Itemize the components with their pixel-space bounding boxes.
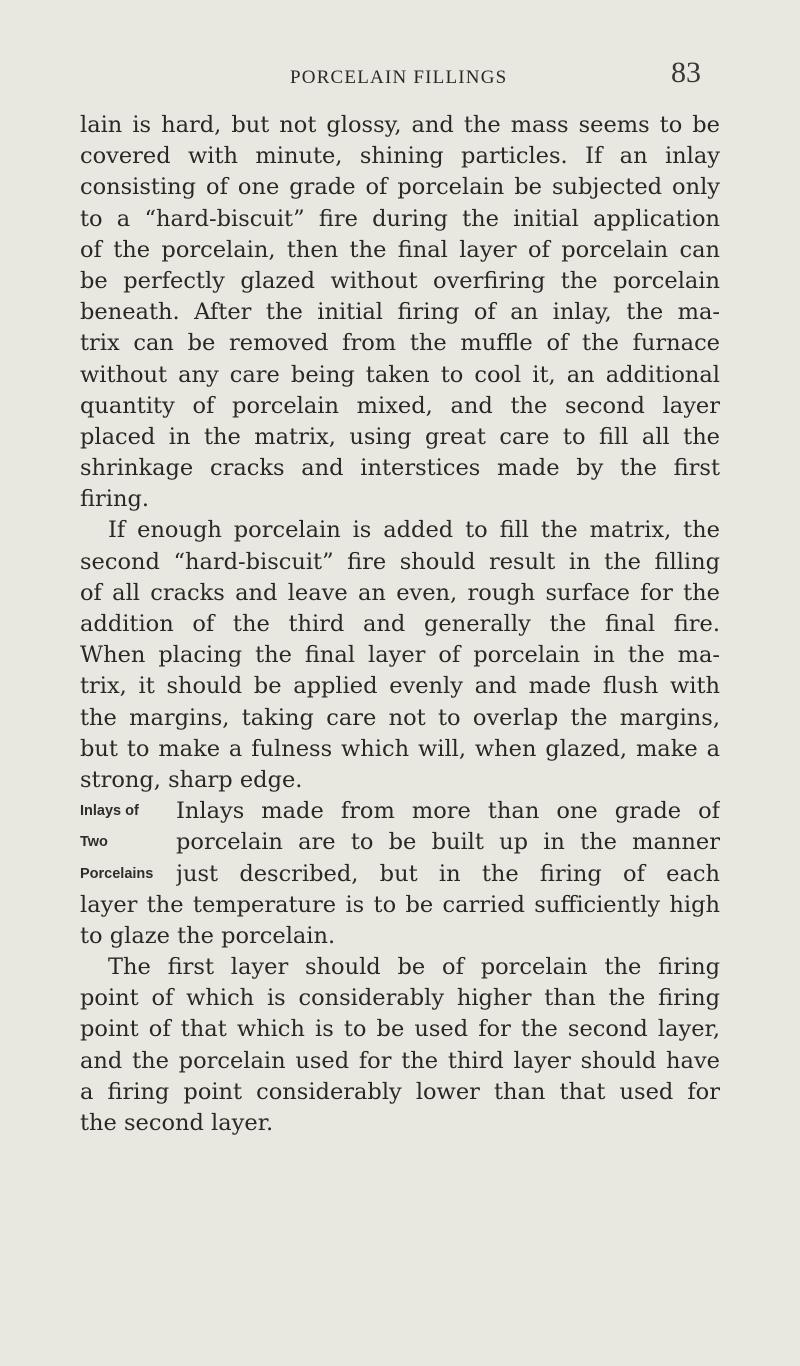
text-line: the margins, taking care not to overlap the margins, xyxy=(80,704,720,731)
text-line: be perfectly glazed without overfiring the porcelain xyxy=(80,267,720,294)
text-line: consisting of one grade of porcelain be subjected only xyxy=(80,174,720,201)
text-line: trix can be removed from the muffle of the furnace xyxy=(80,330,720,357)
text-line: a firing point considerably lower than that used for xyxy=(80,1078,720,1105)
text-line: addition of the third and generally the final fire. xyxy=(80,611,720,637)
text-line: lain is hard, but not glossy, and the mass seems to be xyxy=(80,112,720,138)
sidenote: Inlays of xyxy=(80,803,139,820)
text-line: When placing the final layer of porcelain in the ma- xyxy=(80,642,720,669)
text-line: point of which is considerably higher than the firing xyxy=(80,985,720,1012)
body-text xyxy=(80,110,720,1139)
text-line: just described, but in the firing of each xyxy=(176,860,720,887)
text-line: point of that which is to be used for the second layer, xyxy=(80,1016,720,1043)
text-line: but to make a fulness which will, when glazed, make a xyxy=(80,735,720,762)
text-line: to glaze the porcelain. xyxy=(80,922,336,949)
text-line: trix, it should be applied evenly and made flush with xyxy=(80,673,720,700)
text-line: The first layer should be of porcelain the firing xyxy=(108,954,720,981)
text-line: of all cracks and leave an even, rough surface for the xyxy=(80,579,720,606)
text-line: without any care being taken to cool it, an additional xyxy=(80,361,720,388)
sidenote: Two xyxy=(80,834,108,851)
text-line: the second layer. xyxy=(80,1110,274,1136)
page-number: 83 xyxy=(671,56,701,89)
text-line: layer the temperature is to be carried sufficiently high xyxy=(80,891,720,918)
text-line-with-sidenote xyxy=(80,796,720,827)
text-line: Inlays made from more than one grade of xyxy=(176,798,720,825)
text-line: covered with minute, shining particles. If an inlay xyxy=(80,143,720,170)
text-line: placed in the matrix, using great care to fill all the xyxy=(80,423,720,450)
text-line: second “hard-biscuit” fire should result in the filling xyxy=(80,548,720,575)
text-line: strong, sharp edge. xyxy=(80,766,303,793)
text-line: to a “hard-biscuit” fire during the initial application xyxy=(80,205,720,232)
running-title: PORCELAIN FILLINGS xyxy=(290,67,508,88)
text-line: porcelain are to be built up in the manner xyxy=(176,829,720,856)
sidenote: Porcelains xyxy=(80,865,154,882)
text-line: If enough porcelain is added to fill the matrix, the xyxy=(108,517,720,544)
text-line: and the porcelain used for the third layer should have xyxy=(80,1047,720,1074)
text-line: beneath. After the initial firing of an inlay, the ma- xyxy=(80,299,720,326)
text-line-with-sidenote xyxy=(80,827,720,858)
text-line-with-sidenote xyxy=(80,859,720,890)
text-line: shrinkage cracks and interstices made by the first xyxy=(80,455,720,482)
text-line: quantity of porcelain mixed, and the second layer xyxy=(80,392,720,419)
text-line: firing. xyxy=(80,486,150,513)
text-line: of the porcelain, then the final layer of porcelain can xyxy=(80,236,720,263)
running-head xyxy=(0,56,800,94)
